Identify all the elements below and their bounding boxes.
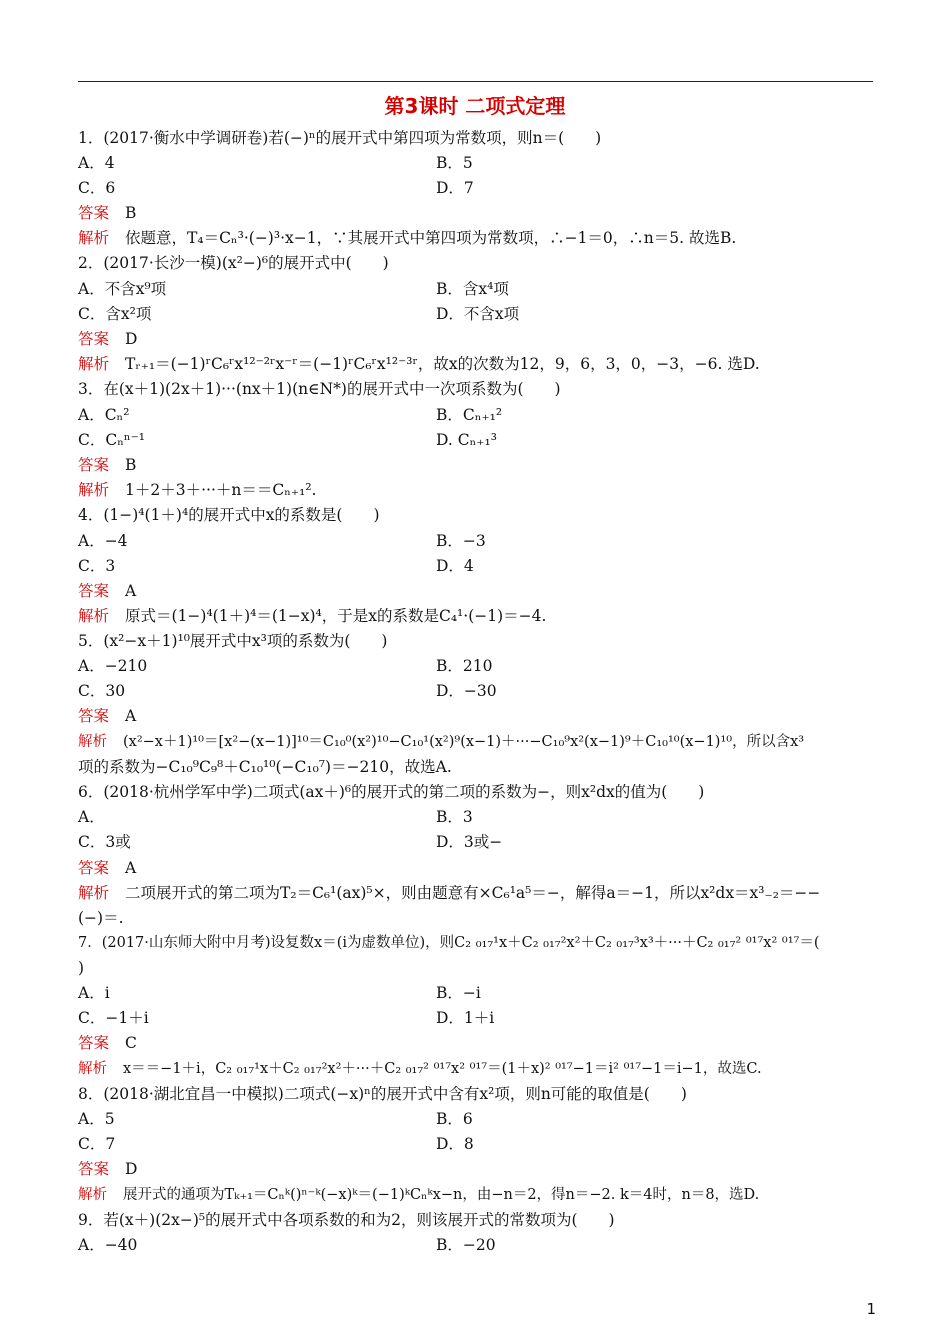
- q6-analysis: 解析 二项展开式的第二项为T₂＝C₆¹(ax)⁵×，则由题意有×C₆¹a⁵＝−，解得a＝−1，所以x²dx＝x³₋₂＝−−: [78, 884, 821, 902]
- q7-answer: 答案 C: [78, 1034, 137, 1052]
- q6-option-c: C．3或: [78, 833, 131, 851]
- q6-option-d: D．3或−: [436, 833, 503, 851]
- question-5-stem: 5．(x²−x＋1)¹⁰展开式中x³项的系数为( ): [78, 632, 388, 650]
- q8-option-c: C．7: [78, 1135, 116, 1153]
- analysis-tag: 解析: [78, 229, 110, 247]
- q7-option-b: B．−i: [436, 984, 481, 1002]
- q4-option-b: B．−3: [436, 532, 486, 550]
- question-3-stem: 3．在(x＋1)(2x＋1)···(nx＋1)(n∈N*)的展开式中一次项系数为( ): [78, 380, 561, 398]
- analysis-tag: 解析: [78, 1187, 107, 1203]
- question-2-stem: 2．(2017·长沙一模)(x²−)⁶的展开式中( ): [78, 254, 389, 272]
- analysis-tag: 解析: [78, 1061, 107, 1077]
- q3-analysis: 解析 1＋2＋3＋···＋n＝＝Cₙ₊₁².: [78, 481, 317, 499]
- q9-option-b: B．−20: [436, 1236, 496, 1254]
- question-8-stem: 8．(2018·湖北宜昌一中模拟)二项式(−x)ⁿ的展开式中含有x²项，则n可能的取值是( ): [78, 1085, 687, 1103]
- q1-analysis: 解析 依题意，T₄＝Cₙ³·(−)³·x−1，∵其展开式中第四项为常数项，∴−1＝0，∴n＝5. 故选B.: [78, 229, 737, 247]
- answer-tag: 答案: [78, 707, 110, 725]
- q9-option-a: A．−40: [78, 1236, 138, 1254]
- q2-option-a: A．不含x⁹项: [78, 280, 167, 298]
- q5-option-c: C．30: [78, 682, 126, 700]
- q8-option-b: B．6: [436, 1110, 473, 1128]
- question-4-stem: 4．(1−)⁴(1＋)⁴的展开式中x的系数是( ): [78, 506, 380, 524]
- answer-tag: 答案: [78, 330, 110, 348]
- q2-answer: 答案 D: [78, 330, 138, 348]
- q2-option-c: C．含x²项: [78, 305, 152, 323]
- analysis-tag: 解析: [78, 734, 107, 750]
- q8-analysis: 解析 展开式的通项为Tₖ₊₁＝Cₙᵏ()ⁿ⁻ᵏ(−x)ᵏ＝(−1)ᵏCₙᵏx−n，由−n＝2，得n＝−2. k＝4时，n＝8，选D.: [78, 1187, 760, 1203]
- page-title: 第3课时 二项式定理: [384, 94, 566, 118]
- q2-option-d: D．不含x项: [436, 305, 520, 323]
- q8-option-d: D．8: [436, 1135, 474, 1153]
- q7-analysis: 解析 x＝＝−1＋i，C₂ ₀₁₇¹x＋C₂ ₀₁₇²x²＋···＋C₂ ₀₁₇² ⁰¹⁷x² ⁰¹⁷＝(1＋x)² ⁰¹⁷−1＝i² ⁰¹⁷−1＝i−1，故选C.: [78, 1061, 762, 1077]
- analysis-tag: 解析: [78, 607, 110, 625]
- q4-analysis: 解析 原式＝(1−)⁴(1＋)⁴＝(1−x)⁴，于是x的系数是C₄¹·(−1)＝−4.: [78, 607, 547, 625]
- q4-option-c: C．3: [78, 557, 116, 575]
- q4-answer: 答案 A: [78, 582, 137, 600]
- answer-tag: 答案: [78, 1160, 110, 1178]
- question-9-stem: 9．若(x＋)(2x−)⁵的展开式中各项系数的和为2，则该展开式的常数项为( ): [78, 1211, 615, 1229]
- q1-option-a: A．4: [78, 154, 115, 172]
- q5-option-d: D．−30: [436, 682, 497, 700]
- analysis-tag: 解析: [78, 884, 110, 902]
- q1-option-c: C．6: [78, 179, 116, 197]
- question-7-stem: 7．(2017·山东师大附中月考)设复数x＝(i为虚数单位)，则C₂ ₀₁₇¹x＋C₂ ₀₁₇²x²＋C₂ ₀₁₇³x³＋···＋C₂ ₀₁₇² ⁰¹⁷x² ⁰¹⁷＝(: [78, 935, 820, 951]
- q8-answer: 答案 D: [78, 1160, 138, 1178]
- q3-option-d: D. Cₙ₊₁³: [436, 431, 497, 449]
- answer-tag: 答案: [78, 859, 110, 877]
- q7-option-a: A．i: [78, 984, 110, 1002]
- q3-answer: 答案 B: [78, 456, 137, 474]
- page-number: 1: [866, 1300, 876, 1318]
- question-6-stem: 6．(2018·杭州学军中学)二项式(ax＋)⁶的展开式的第二项的系数为−，则x²dx的值为( ): [78, 783, 705, 801]
- q7-option-c: C．−1＋i: [78, 1009, 149, 1027]
- q6-analysis-cont: (−)＝.: [78, 909, 124, 927]
- answer-tag: 答案: [78, 582, 110, 600]
- q2-option-b: B．含x⁴项: [436, 280, 509, 298]
- header-rule: [78, 81, 873, 82]
- analysis-tag: 解析: [78, 481, 110, 499]
- q5-analysis: 解析 (x²−x＋1)¹⁰＝[x²−(x−1)]¹⁰＝C₁₀⁰(x²)¹⁰−C₁₀¹(x²)⁹(x−1)＋···−C₁₀⁹x²(x−1)⁹＋C₁₀¹⁰(x−1)¹⁰，所以含x³: [78, 734, 805, 750]
- q5-option-a: A．−210: [78, 657, 148, 675]
- q6-option-b: B．3: [436, 808, 473, 826]
- answer-tag: 答案: [78, 1034, 110, 1052]
- q4-option-d: D．4: [436, 557, 474, 575]
- q1-option-b: B．5: [436, 154, 473, 172]
- q3-option-a: A．Cₙ²: [78, 406, 130, 424]
- analysis-tag: 解析: [78, 355, 110, 373]
- answer-tag: 答案: [78, 204, 110, 222]
- q2-analysis: 解析 Tᵣ₊₁＝(−1)ʳC₆ʳx¹²⁻²ʳx⁻ʳ＝(−1)ʳC₆ʳx¹²⁻³ʳ，故x的次数为12，9，6，3，0，−3，−6. 选D.: [78, 355, 760, 373]
- q1-answer: 答案 B: [78, 204, 137, 222]
- question-7-stem-cont: ): [78, 959, 85, 977]
- q6-answer: 答案 A: [78, 859, 137, 877]
- q7-option-d: D．1＋i: [436, 1009, 495, 1027]
- q3-option-b: B．Cₙ₊₁²: [436, 406, 503, 424]
- q1-option-d: D．7: [436, 179, 474, 197]
- question-1-stem: 1．(2017·衡水中学调研卷)若(−)ⁿ的展开式中第四项为常数项，则n＝( ): [78, 129, 602, 147]
- q4-option-a: A．−4: [78, 532, 128, 550]
- q3-option-c: C．Cₙⁿ⁻¹: [78, 431, 146, 449]
- q5-option-b: B．210: [436, 657, 493, 675]
- answer-tag: 答案: [78, 456, 110, 474]
- q6-option-a: A．: [78, 808, 105, 826]
- q5-analysis-cont: 项的系数为−C₁₀⁹C₉⁸＋C₁₀¹⁰(−C₁₀⁷)＝−210，故选A.: [78, 758, 452, 776]
- q5-answer: 答案 A: [78, 707, 137, 725]
- q8-option-a: A．5: [78, 1110, 115, 1128]
